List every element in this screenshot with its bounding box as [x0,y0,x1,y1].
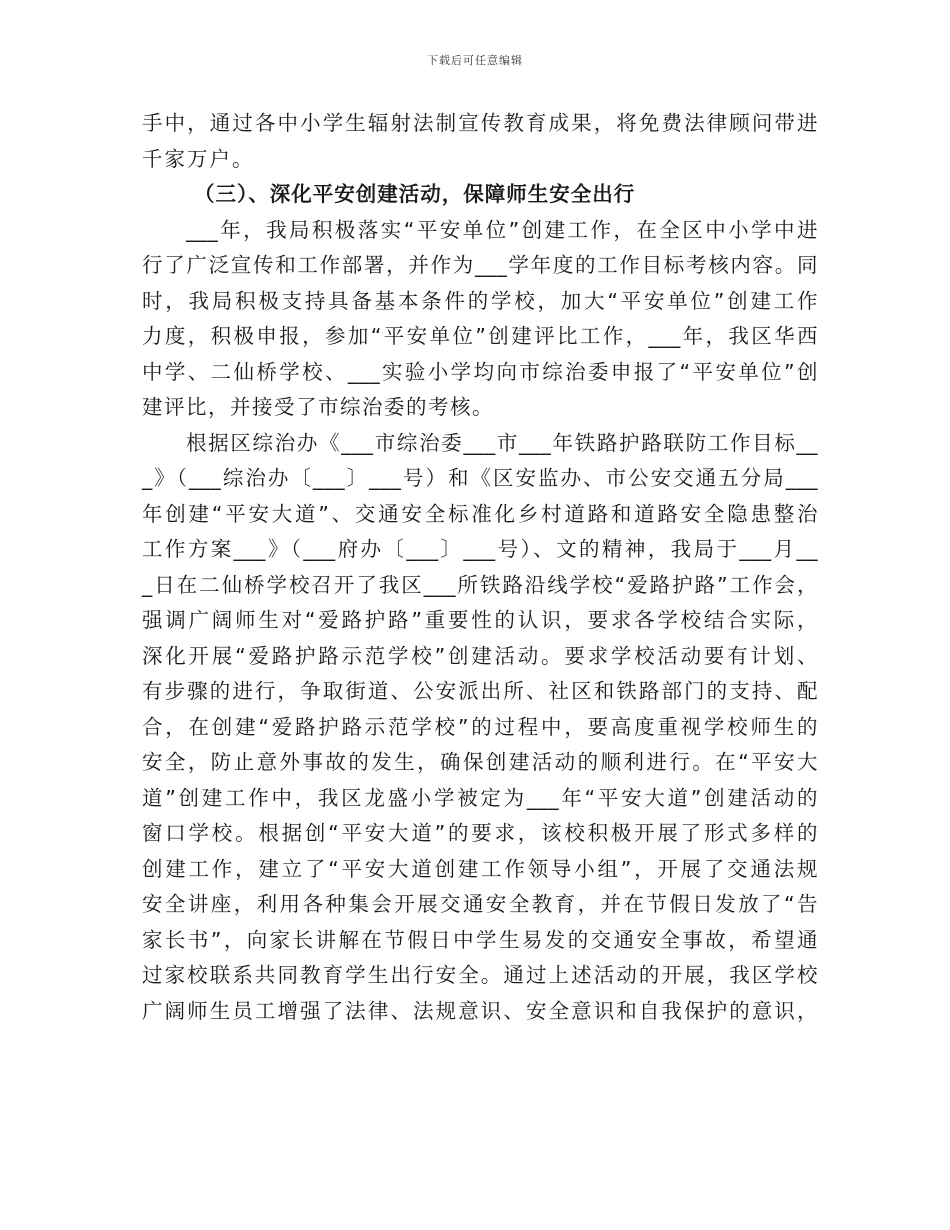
text-line: 过家校联系共同教育学生出行安全。通过上述活动的开展，我区学校 [142,963,818,987]
text-line: 安全讲座，利用各种集会开展交通安全教育，并在节假日发放了“告 [142,892,818,916]
text-line: 强调广阔师生对“爱路护路”重要性的认识，要求各学校结合实际， [142,608,818,632]
text-line: 有步骤的进行，争取街道、公安派出所、社区和铁路部门的支持、配 [142,679,818,703]
text-line: ___年，我局积极落实“平安单位”创建工作，在全区中小学中进 [186,217,818,242]
text-line: 中学、二仙桥学校、___实验小学均向市综治委申报了“平安单位”创 [142,359,818,384]
text-line: 合，在创建“爱路护路示范学校”的过程中，要高度重视学校师生的 [142,714,818,739]
text-line: 安全，防止意外事故的发生，确保创建活动的顺利进行。在“平安大 [142,750,818,774]
text-line: 千家万户。 [142,146,255,171]
text-line: 工作方案___》（___府办〔___〕___号）、文的精神，我局于___月__ [142,537,818,561]
text-line: 行了广泛宣传和工作部署，并作为___学年度的工作目标考核内容。同 [142,253,818,277]
document-body [142,106,818,1029]
text-line: 时，我局积极支持具备基本条件的学校，加大“平安单位”创建工作 [142,288,818,313]
text-line: 建评比，并接受了市综治委的考核。 [142,395,494,419]
text-line: 根据区综治办《___市综治委___市___年铁路护路联防工作目标__ [186,430,818,455]
text-line: 力度，积极申报，参加“平安单位”创建评比工作，___年，我区华西 [142,324,818,348]
text-line: 手中，通过各中小学生辐射法制宣传教育成果，将免费法律顾问带进 [142,111,818,135]
text-line: 窗口学校。根据创“平安大道”的要求，该校积极开展了形式多样的 [142,821,818,845]
editable-download-note: 下载后可任意编辑 [427,54,523,67]
text-line: 创建工作，建立了“平安大道创建工作领导小组”，开展了交通法规 [142,856,818,881]
text-line: 道”创建工作中，我区龙盛小学被定为___年“平安大道”创建活动的 [142,785,818,810]
text-line: _日在二仙桥学校召开了我区___所铁路沿线学校“爱路护路”工作会， [142,572,818,597]
text-line: 家长书”，向家长讲解在节假日中学生易发的交通安全事故，希望通 [142,927,818,952]
section-heading: （三）、深化平安创建活动，保障师生安全出行 [194,182,636,206]
text-line: _》（___综治办〔___〕___号）和《区安监办、市公安交通五分局___ [142,466,818,490]
text-line: 深化开展“爱路护路示范学校”创建活动。要求学校活动要有计划、 [142,643,818,668]
text-line: 年创建“平安大道”、交通安全标准化乡村道路和道路安全隐患整治 [142,501,818,526]
text-line: 广阔师生员工增强了法律、法规意识、安全意识和自我保护的意识， [142,998,818,1023]
